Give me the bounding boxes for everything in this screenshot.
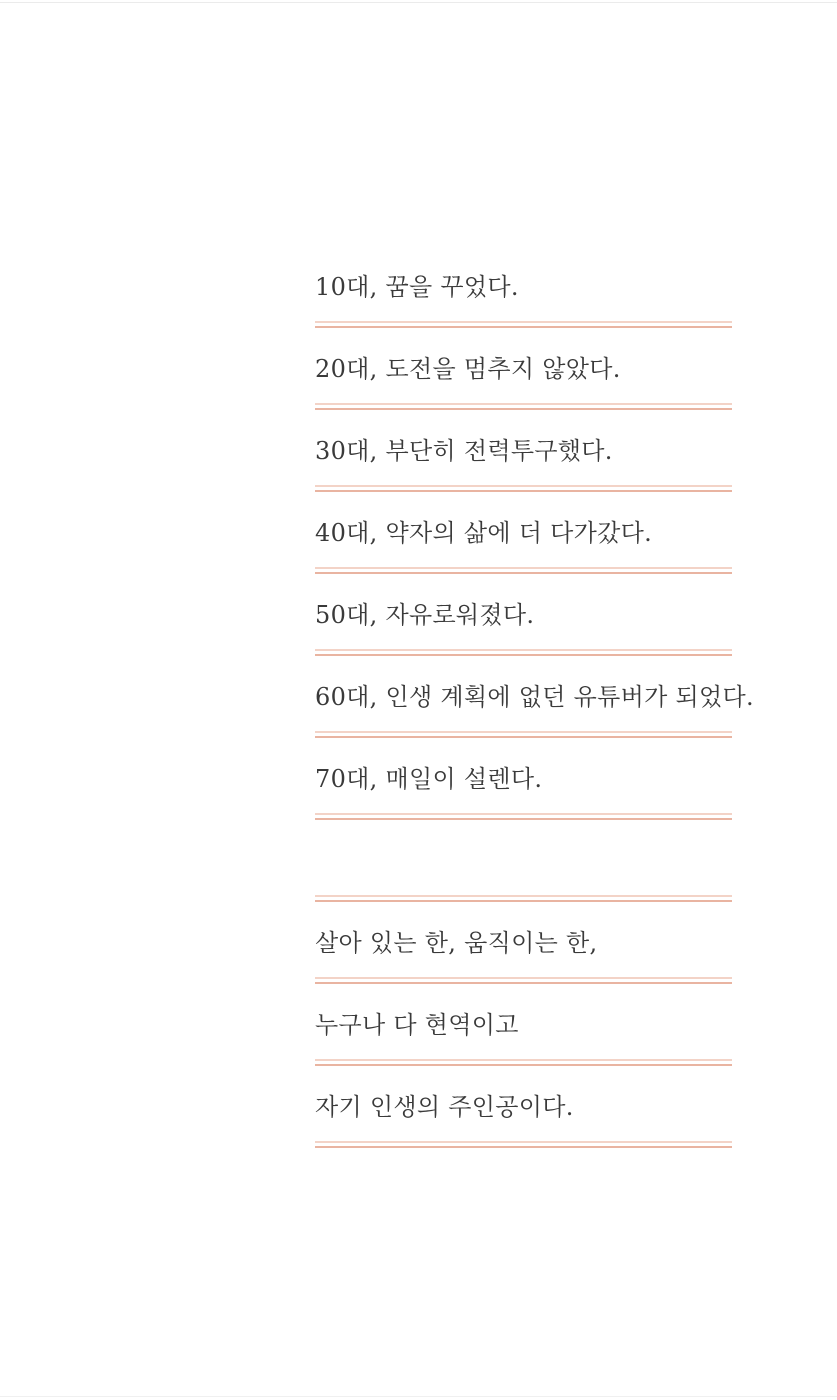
divider-line	[315, 321, 732, 328]
divider-line	[315, 813, 732, 820]
divider-line	[315, 567, 732, 574]
divider-line	[315, 649, 732, 656]
text-row	[315, 1011, 732, 1093]
text-line: 10대, 꿈을 꾸었다.	[315, 273, 519, 301]
text-line: 자기 인생의 주인공이다.	[315, 1093, 574, 1121]
text-line: 살아 있는 한, 움직이는 한,	[315, 929, 598, 957]
text-line: 50대, 자유로워졌다.	[315, 601, 535, 629]
blank-row	[315, 847, 732, 929]
text-line: 60대, 인생 계획에 없던 유튜버가 되었다.	[315, 683, 754, 711]
photo-bottom-edge-line	[0, 1396, 837, 1397]
text-row	[315, 765, 732, 847]
divider-line	[315, 403, 732, 410]
text-row	[315, 683, 754, 765]
divider-line	[315, 895, 732, 902]
text-line: 70대, 매일이 설렌다.	[315, 765, 543, 793]
text-row	[315, 355, 732, 437]
text-row	[315, 437, 732, 519]
text-line: 20대, 도전을 멈추지 않았다.	[315, 355, 621, 383]
text-row	[315, 273, 732, 355]
text-row	[315, 1093, 732, 1175]
divider-line	[315, 485, 732, 492]
divider-line	[315, 731, 732, 738]
divider-line	[315, 977, 732, 984]
text-line: 누구나 다 현역이고	[315, 1011, 519, 1039]
divider-line	[315, 1059, 732, 1066]
text-line	[315, 847, 732, 875]
text-row	[315, 929, 732, 1011]
text-line: 40대, 약자의 삶에 더 다가갔다.	[315, 519, 653, 547]
text-row	[315, 519, 732, 601]
photo-top-edge-line	[0, 2, 837, 3]
text-row	[315, 601, 732, 683]
page-text-block	[315, 273, 754, 1175]
divider-line	[315, 1141, 732, 1148]
text-line: 30대, 부단히 전력투구했다.	[315, 437, 613, 465]
